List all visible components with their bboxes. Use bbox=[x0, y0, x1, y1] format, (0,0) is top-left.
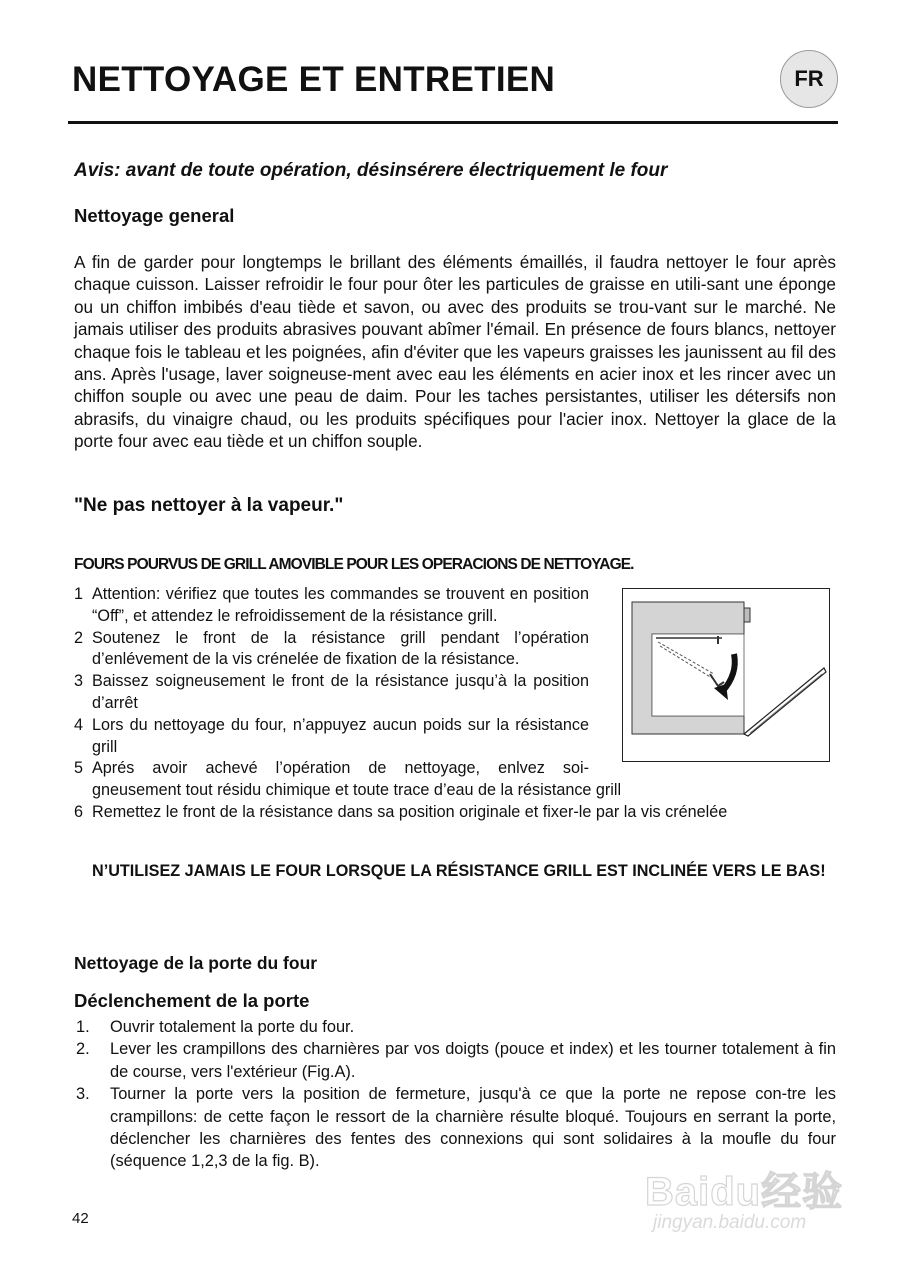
watermark-url: jingyan.baidu.com bbox=[653, 1212, 807, 1233]
step-text-line: gneusement tout résidu chimique et toute trace d’eau de la résistance grill bbox=[92, 781, 622, 800]
general-cleaning-heading: Nettoyage general bbox=[74, 205, 235, 226]
step-text: Lever les crampillons des charnières par vos doigts (pouce et index) et les tourner totalement à fin de course, vers l'extérieur (Fig.A). bbox=[110, 1040, 836, 1081]
steam-warning: "Ne pas nettoyer à la vapeur." bbox=[74, 495, 344, 516]
door-release-heading: Déclenchement de la porte bbox=[74, 990, 310, 1011]
step-number: 3 bbox=[74, 672, 84, 691]
door-cleaning-heading: Nettoyage de la porte du four bbox=[74, 953, 318, 973]
general-cleaning-paragraph: A fin de garder pour longtemps le brillant des éléments émaillés, il faudra nettoyer le four après chaque cuisson. Laisser refroidir le four pour ôter les particules de graisse en utili-sant une éponge ou un chiffon imbibés d'eau tiède et savon, ou avec des produits se trou-vant sur le marché. Ne jamais utiliser des produits abrasives pouvant abîmer l'émail. En présence de fours blancs, nettoyer chaque fois le tableau et les poignées, afin d'éviter que les vapeurs graisses les jaunissent au fil des ans. Après l'usage, laver soigneuse-ment avec eau les éléments en acier inox et les rincer avec un chiffon souple ou avec une peau de daim. Pour les taches persistantes, utiliser les détersifs non abrasifs, du vinaigre chaud, ou les produits spécifiques pour l'acier inox. Nettoyer la glace de la porte four avec eau tiède et un chiffon souple. bbox=[74, 252, 836, 452]
grill-removal-figure bbox=[622, 588, 830, 762]
control-knob-icon bbox=[744, 608, 750, 622]
list-item bbox=[74, 715, 589, 759]
step-text: Remettez le front de la résistance dans sa position originale et fixer-le par la vis crénelée bbox=[92, 802, 728, 821]
step-text: Attention: vérifiez que toutes les commandes se trouvent en position “Off”, et attendez le refroidissement de la résistance grill. bbox=[92, 585, 589, 625]
step-number: 2 bbox=[74, 628, 84, 647]
step-number: 4 bbox=[74, 715, 84, 734]
step-text: Lors du nettoyage du four, n’appuyez aucun poids sur la résistance grill bbox=[92, 715, 589, 756]
list-item bbox=[74, 802, 862, 824]
safety-warning: Avis: avant de toute opération, désinsérere électriquement le four bbox=[74, 160, 668, 181]
list-item bbox=[74, 758, 862, 802]
step-number: 3. bbox=[76, 1085, 90, 1104]
list-item bbox=[74, 1038, 836, 1083]
step-number: 6 bbox=[74, 802, 84, 821]
baidu-watermark bbox=[645, 1148, 860, 1248]
language-badge: FR bbox=[780, 50, 838, 108]
list-item bbox=[74, 671, 589, 715]
list-item bbox=[74, 628, 589, 672]
list-item bbox=[74, 584, 589, 628]
grill-alert: N’UTILISEZ JAMAIS LE FOUR LORSQUE LA RÉSISTANCE GRILL EST INCLINÉE VERS LE BAS! bbox=[92, 862, 826, 880]
step-number: 1. bbox=[76, 1018, 90, 1036]
step-number: 1 bbox=[74, 585, 84, 603]
step-text: Tourner la porte vers la position de fermeture, jusqu'à ce que la porte ne repose con-tre les crampillons: de cette façon le ressort de la charnière résulte bloqué. Toujours en serrant la porte, déclencher les charnières des fentes des connexions qui sont solidaires à la moufle du four (séquence 1,2,3 de la fig. B). bbox=[110, 1085, 836, 1171]
step-text: Baissez soigneusement le front de la résistance jusqu’à la position d’arrêt bbox=[92, 672, 589, 712]
title-divider bbox=[68, 121, 838, 124]
removable-grill-heading: FOURS POURVUS DE GRILL AMOVIBLE POUR LES OPERACIONS DE NETTOYAGE. bbox=[74, 556, 634, 573]
page-number: 42 bbox=[72, 1210, 89, 1227]
step-number: 2. bbox=[76, 1040, 90, 1059]
list-item bbox=[74, 1016, 836, 1038]
step-number: 5 bbox=[74, 759, 84, 778]
page-title: NETTOYAGE ET ENTRETIEN bbox=[72, 60, 556, 99]
step-text: Ouvrir totalement la porte du four. bbox=[110, 1018, 355, 1036]
step-text: Soutenez le front de la résistance grill pendant l’opération d’enlévement de la vis crénelée de fixation de la résistance. bbox=[92, 628, 589, 669]
step-text-line: Aprés avoir achevé l’opération de nettoyage, enlvez soi- bbox=[92, 759, 589, 778]
watermark-brand: Baidu经验 bbox=[645, 1170, 844, 1214]
